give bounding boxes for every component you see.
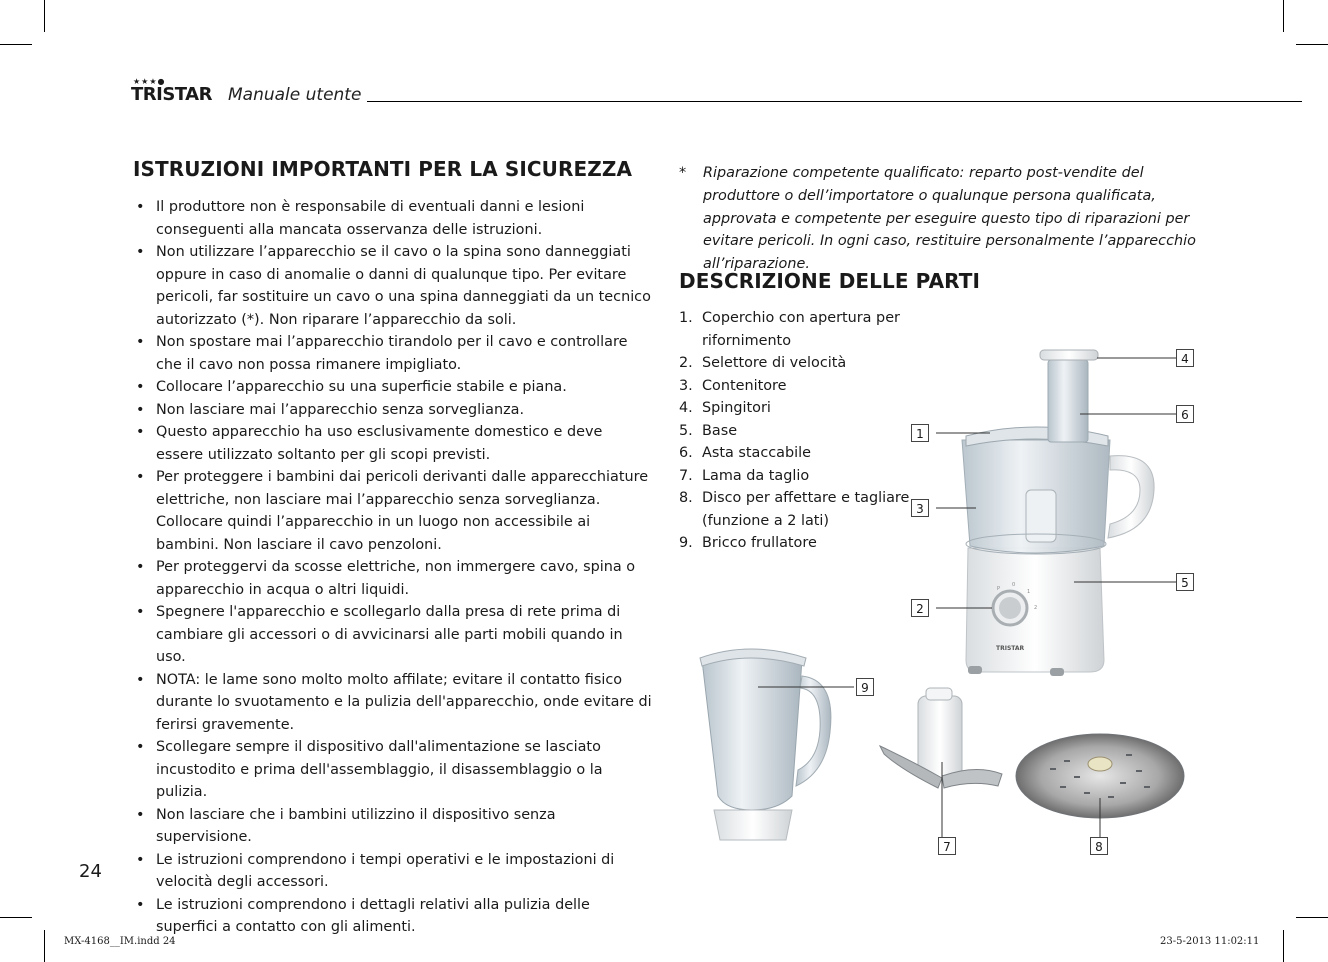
part-label: Selettore di velocità (702, 355, 847, 371)
callout-6: 6 (1176, 405, 1194, 423)
part-number: 8. (679, 490, 693, 506)
footer-timestamp: 23-5-2013 11:02:11 (1160, 936, 1260, 947)
part-number: 6. (679, 445, 693, 461)
blender-jug (700, 649, 831, 840)
manual-title: Manuale utente (228, 85, 362, 105)
list-item: • Il produttore non è responsabile di eventuali danni e lesioni conseguenti alla mancata osservanza delle istruzioni. (133, 196, 653, 241)
part-label: Base (702, 422, 738, 439)
part-number: 3. (679, 377, 693, 394)
part-number: 4. (679, 400, 693, 416)
list-item: • Non lasciare mai l’apparecchio senza sorveglianza. (133, 399, 653, 422)
part-label: Disco per affettare e tagliare (funzione a 2 lati) (702, 490, 910, 529)
part-label: Coperchio con apertura per rifornimento (702, 310, 900, 349)
callout-1: 1 (911, 424, 929, 442)
crop-mark (1283, 0, 1284, 32)
part-number: 7. (679, 467, 693, 484)
part-number: 1. (679, 310, 693, 326)
list-item: • Questo apparecchio ha uso esclusivamente domestico e deve essere utilizzato soltanto per gli scopi previsti. (133, 421, 653, 466)
crop-mark (44, 0, 45, 32)
crop-mark (1296, 44, 1328, 45)
header-rule (367, 101, 1302, 102)
list-item: • Per proteggere i bambini dai pericoli derivanti dalle apparecchiature elettriche, non lasciare mai l’apparecchio senza sorveglianza. Collocare quindi l’apparecchio in un luogo non accessibile ai bambini. Non lasciare il cavo penzoloni. (133, 466, 653, 556)
crop-mark (1296, 917, 1328, 918)
page-number: 24 (79, 861, 102, 882)
footer-file: MX-4168__IM.indd 24 (64, 936, 176, 947)
callout-3: 3 (911, 499, 929, 517)
safety-title: ISTRUZIONI IMPORTANTI PER LA SICUREZZA (133, 157, 633, 181)
list-item: • NOTA: le lame sono molto molto affilate; evitare il contatto fisico durante lo svuotamento e la pulizia dell'apparecchio, onde evitare di ferirsi gravemente. (133, 669, 653, 737)
list-item: • Non utilizzare l’apparecchio se il cavo o la spina sono danneggiati oppure in caso di anomalie o danni di qualunque tipo. Per evitare pericoli, far sostituire un cavo o una spina danneggiati da un tecnico autorizzato (*). Non riparare l’apparecchio da soli. (133, 241, 653, 331)
crop-mark (0, 917, 32, 918)
processor-bowl (962, 440, 1154, 554)
note-asterisk: * (679, 165, 687, 181)
crop-mark (1283, 930, 1284, 962)
part-label: Spingitori (702, 400, 771, 416)
dial-mark: 0 (1012, 582, 1016, 588)
list-item: • Collocare l’apparecchio su una superficie stabile e piana. (133, 376, 653, 399)
safety-list (133, 196, 653, 939)
crop-mark (0, 44, 32, 45)
list-item: • Per proteggervi da scosse elettriche, non immergere cavo, spina o apparecchio in acqua o altri liquidi. (133, 556, 653, 601)
repair-note (679, 162, 1199, 276)
logo-stars: ★★★● (133, 77, 166, 86)
crop-mark (44, 930, 45, 962)
part-number: 2. (679, 355, 693, 371)
callout-7: 7 (938, 837, 956, 855)
callout-8: 8 (1090, 837, 1108, 855)
cutting-blade (880, 688, 1002, 788)
processor-lid (966, 350, 1108, 446)
callout-5: 5 (1176, 573, 1194, 591)
part-label: Bricco frullatore (702, 535, 817, 551)
logo-text: TRISTAR (131, 84, 212, 105)
callout-4: 4 (1176, 349, 1194, 367)
dial-mark: P (997, 586, 1001, 592)
brand-logo (131, 78, 223, 104)
list-item: • Scollegare sempre il dispositivo dall'alimentazione se lasciato incustodito e prima dell'assemblaggio, il disassemblaggio o la pulizia. (133, 736, 653, 804)
product-figure (680, 340, 1220, 860)
part-number: 5. (679, 422, 693, 439)
callout-2: 2 (911, 599, 929, 617)
base-brand-text: TRISTAR (996, 645, 1025, 652)
processor-base (966, 548, 1104, 676)
callout-9: 9 (856, 678, 874, 696)
part-label: Asta staccabile (702, 445, 811, 461)
part-label: Lama da taglio (702, 467, 810, 484)
parts-title: DESCRIZIONE DELLE PARTI (679, 269, 981, 293)
note-text: Riparazione competente qualificato: reparto post-vendite del produttore o dell’importatore o qualunque persona qualificata, approvata e competente per eseguire questo tipo di riparazioni per evitare pericoli. In ogni caso, restituire personalmente l’apparecchio all’riparazione. (703, 165, 1196, 273)
safety-section (133, 157, 653, 939)
list-item: • Non lasciare che i bambini utilizzino il dispositivo senza supervisione. (133, 804, 653, 849)
dial-mark: 2 (1034, 605, 1038, 611)
list-item: • Spegnere l'apparecchio e scollegarlo dalla presa di rete prima di cambiare gli accessori o di avvicinarsi alle parti mobili quando in uso. (133, 601, 653, 669)
part-number: 9. (679, 535, 693, 551)
list-item: • Le istruzioni comprendono i tempi operativi e le impostazioni di velocità degli accessori. (133, 849, 653, 894)
dial-mark: 1 (1027, 589, 1031, 595)
list-item: • Le istruzioni comprendono i dettagli relativi alla pulizia delle superfici a contatto con gli alimenti. (133, 894, 653, 939)
part-label: Contenitore (702, 377, 787, 394)
list-item: • Non spostare mai l’apparecchio tirandolo per il cavo e controllare che il cavo non possa rimanere impigliato. (133, 331, 653, 376)
food-processor-illustration (680, 340, 1220, 860)
